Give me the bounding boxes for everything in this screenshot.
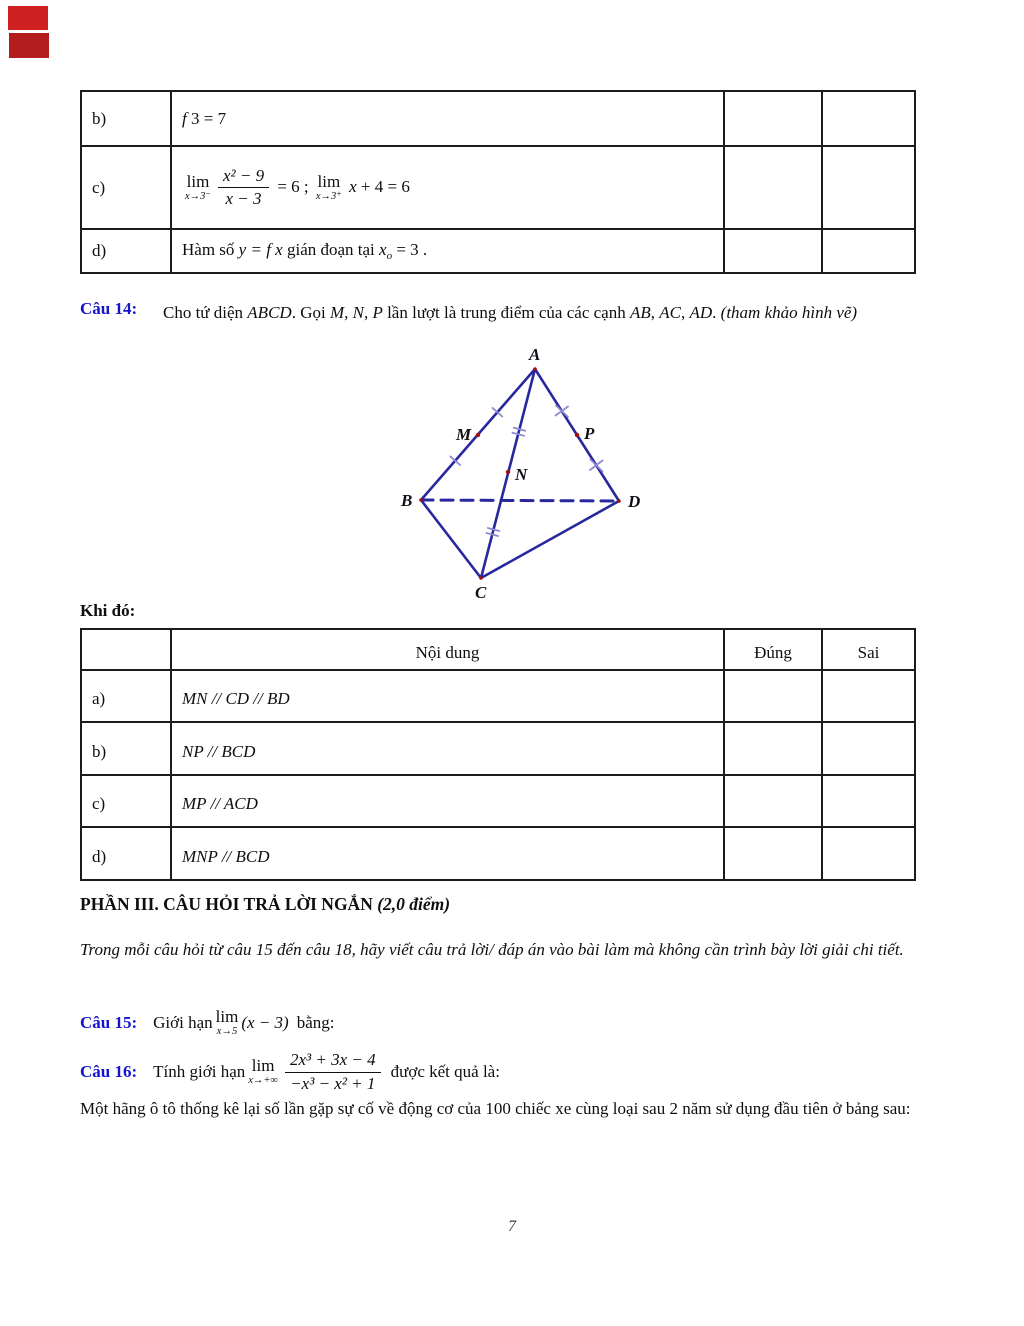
statement-cell [171, 827, 724, 880]
limit-notation: lim x→3⁺ [315, 171, 342, 202]
answer-cell-dung [724, 670, 822, 722]
edge-CD [481, 501, 619, 578]
statement-cell [171, 775, 724, 827]
true-false-table-top [80, 90, 916, 274]
part3-heading [80, 894, 450, 915]
dot-A [533, 367, 537, 371]
answer-cell-dung [724, 827, 822, 880]
midpoint-label-P: P [584, 424, 595, 443]
table-row [81, 827, 915, 880]
table-header-row [81, 629, 915, 670]
row-label: a) [81, 670, 171, 722]
part3-instructions: Trong mỗi câu hỏi từ câu 15 đến câu 18, hãy viết câu trả lời/ đáp án vào bài làm mà không cần trình bày lời giải chi tiết. [80, 940, 904, 959]
limit-notation: lim x→+∞ [248, 1056, 278, 1087]
question-14 [80, 299, 928, 326]
table-row [81, 146, 915, 229]
statement-text: x + 4 = 6 [349, 176, 410, 196]
dot-M [476, 433, 480, 437]
row-label [81, 146, 171, 229]
row-label: b) [81, 722, 171, 775]
edge-BC [421, 500, 481, 578]
car-statistics-paragraph: Một hãng ô tô thống kê lại số lần gặp sự cố về động cơ của 100 chiếc xe cùng loại sau 2 năm sử dụng đầu tiên ở bảng sau: [80, 1099, 911, 1118]
question-16 [80, 1046, 500, 1098]
answer-cell-sai [822, 670, 915, 722]
row-label-text: c) [92, 177, 106, 197]
midpoint-label-M: M [456, 425, 472, 444]
limit-notation: lim x→3⁻ [185, 171, 211, 202]
limit-notation: lim x→5 [215, 1007, 239, 1038]
header-empty-cell [81, 629, 171, 670]
midpoint-label-N: N [515, 465, 528, 484]
answer-cell-sai [822, 146, 915, 229]
red-corner-mark-1 [8, 6, 48, 30]
row-label: d) [81, 827, 171, 880]
question-15-expression: (x − 3) [241, 1013, 289, 1032]
answer-cell-sai [822, 827, 915, 880]
table-row [81, 722, 915, 775]
statement-cell [171, 670, 724, 722]
table-row [81, 670, 915, 722]
statement-cell [171, 229, 724, 273]
statement-text: Hàm số y = f x gián đoạn tại $x_o = 3$ . [182, 240, 428, 262]
dot-P [575, 433, 579, 437]
part3-points-text: (2,0 điểm) [377, 894, 451, 914]
question-16-label: Câu 16: [80, 1062, 138, 1081]
table-row [81, 775, 915, 827]
answer-cell-sai [822, 91, 915, 146]
question-16-pre: Tính giới hạn [153, 1062, 246, 1081]
answer-cell-sai [822, 229, 915, 273]
answer-cell-dung [724, 775, 822, 827]
khi-do-label: Khi đó: [80, 601, 136, 620]
row-label: c) [81, 775, 171, 827]
statement-cell [171, 91, 724, 146]
red-corner-mark-2 [9, 33, 49, 58]
statement-text: NP // BCD [182, 742, 256, 761]
answer-cell-dung [724, 146, 822, 229]
vertex-label-C: C [475, 583, 487, 602]
dot-N [506, 470, 510, 474]
vertex-label-D: D [628, 492, 641, 511]
statement-cell [171, 722, 724, 775]
fraction: $\frac{\text{2x³ + 3x − 4}}{\text{−x³ − x² + 1}}$ [285, 1050, 381, 1094]
dot-D [617, 499, 621, 503]
answer-cell-sai [822, 775, 915, 827]
answer-cell-dung [724, 91, 822, 146]
answer-cell-dung [724, 722, 822, 775]
vertex-label-A: A [529, 345, 541, 364]
row-label-text: b) [92, 108, 107, 128]
header-sai: Sai [822, 629, 915, 670]
row-label [81, 91, 171, 146]
statement-cell [171, 146, 724, 229]
equals-text: = 6 ; [277, 176, 309, 196]
edge-BD-hidden [421, 500, 619, 501]
question-16-post: được kết quả là: [390, 1062, 500, 1081]
question-15 [80, 1002, 334, 1044]
header-noi-dung: Nội dung [171, 629, 724, 670]
answer-cell-sai [822, 722, 915, 775]
question-15-post: bằng: [296, 1013, 335, 1032]
question-15-label: Câu 15: [80, 1013, 138, 1032]
header-dung: Đúng [724, 629, 822, 670]
statement-text: MNP // BCD [182, 847, 270, 866]
answer-cell-dung [724, 229, 822, 273]
dot-B [419, 498, 423, 502]
table-row [81, 229, 915, 273]
part3-title-text: PHẦN III. CÂU HỎI TRẢ LỜI NGẮN [80, 894, 378, 914]
true-false-table-q14 [80, 628, 916, 881]
row-label [81, 229, 171, 273]
statement-text: MP // ACD [182, 794, 258, 813]
question-14-text: Cho tứ diện ABCD. Gọi M, N, P lần lượt là trung điểm của các cạnh AB, AC, AD. (tham khảo hình vẽ) [163, 303, 858, 322]
tetrahedron-figure [385, 344, 675, 606]
question-15-pre: Giới hạn [153, 1013, 213, 1032]
vertex-label-B: B [401, 491, 413, 510]
row-label-text: d) [92, 241, 107, 260]
question-14-label: Câu 14: [80, 299, 138, 318]
fraction: $\frac{\text{x² − 9}}{x - 3}$ [218, 166, 269, 210]
table-row [81, 91, 915, 146]
page-number: 7 [508, 1218, 516, 1235]
dot-C [479, 576, 483, 580]
statement-text: f 3 = 7 [182, 108, 227, 128]
statement-text: MN // CD // BD [182, 689, 290, 708]
